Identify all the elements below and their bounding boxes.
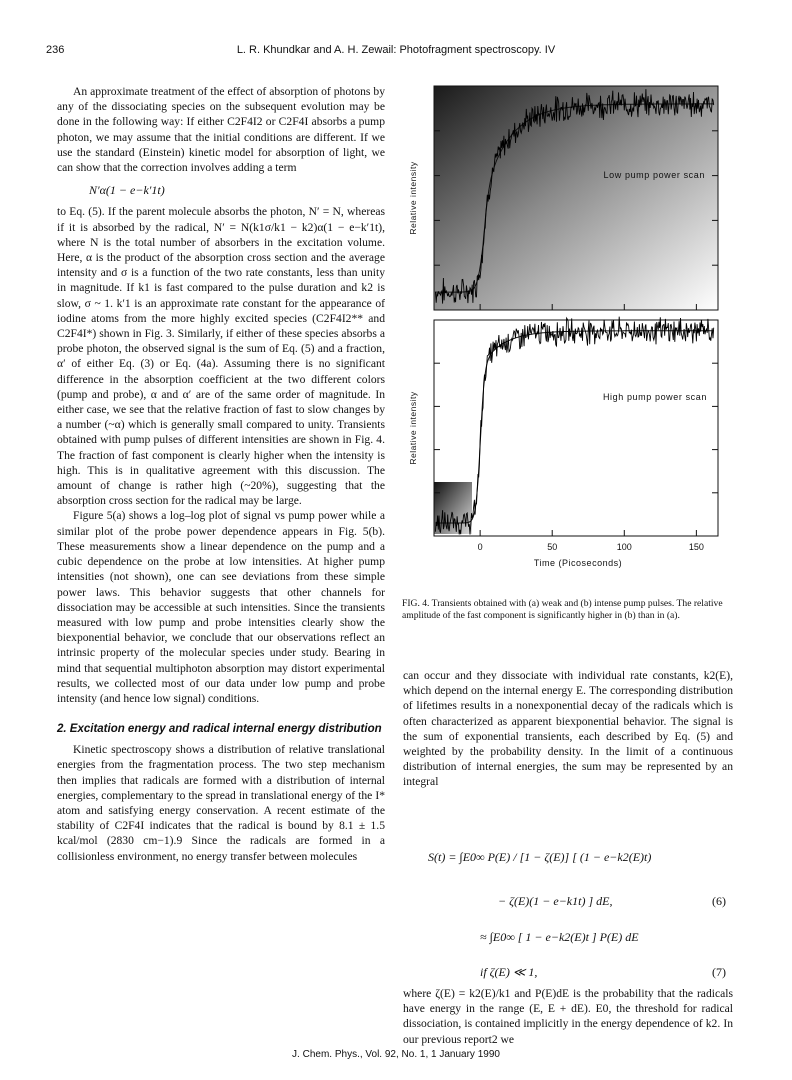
page-number: 236 xyxy=(46,44,65,56)
right-paragraph-1: can occur and they dissociate with individual rate constants, k2(E), which depend on the internal energy E. The corresponding distribution of lifetimes results in a nonexponential decay of the radicals which is often characterized as apparent biexponential behavior. The signal is the sum of exponential transients, each described by Eq. (5) and weighted by the probability density. In the limit of a continuous distribution of internal energies, the sum may be represented by an integral xyxy=(403,669,733,789)
figure-4 xyxy=(398,80,738,580)
left-column xyxy=(57,84,385,864)
panel-a-background xyxy=(434,86,718,310)
running-title: L. R. Khundkar and A. H. Zewail: Photofragment spectroscopy. IV xyxy=(236,44,556,56)
right-column-top xyxy=(403,668,733,790)
panel-b-ticks xyxy=(434,363,718,536)
left-paragraph-4: Kinetic spectroscopy shows a distribution of relative translational energies from the fragmentation process. The two step mechanism then implies that radicals are formed with a distribution of internal energies, complementary to the spread in translational energy of the I* atom and satisfying energy conservation. A recent estimate of the stability of C2F4I indicates that the radical is bound by 8.1 ± 1.5 kcal/mol (2830 cm−1).9 Since the radicals are formed in a collisionless environment, no energy transfer between molecules xyxy=(57,743,385,863)
equation-6-number: (6) xyxy=(712,894,726,908)
panel-a xyxy=(434,86,718,310)
x-axis-label: Time (Picoseconds) xyxy=(533,558,623,568)
left-paragraph-1: An approximate treatment of the effect of absorption of photons by any of the dissociating species on the subsequent evolution may be done in the following way: If either C2F4I2 or C2F4I absorbs a pump photon, we may assume that the initial conditions are different. If we use the standard (Einstein) kinetic model for absorption of light, we can show that the correction involves adding a term xyxy=(57,85,385,175)
section-heading: 2. Excitation energy and radical internal energy distribution xyxy=(57,723,382,736)
equation-7-number: (7) xyxy=(712,965,726,979)
x-tick-label-2: 100 xyxy=(616,542,632,552)
y-axis-label-b: Relative intensity xyxy=(408,391,418,465)
left-paragraph-2: to Eq. (5). If the parent molecule absorbs the photon, N′ = N, whereas if it is absorbed by the radical, N′ = N(k1σ/k1 − k2)α(1 − e−k′1t), where N is the total number of absorbers in the excitation volume. Here, α is the product of the absorption cross section and the average intensity and σ is a function of the two rate constants, less than unity in magnitude. If k1 is fast compared to the pulse duration and k2 is slow, σ ~ 1. k′1 is an approximate rate constant for the appearance of iodine atoms from the more highly excited species (C2F4I2** and C2F4I*) shown in Fig. 3. Similarly, if either of these species absorbs a probe photon, the observed signal is the sum of Eq. (5) and a fraction, α′ of either Eq. (3) or Eq. (4a). Assuming there is no significant difference in the absorption coefficient at the two different colors (pump and probe), α and α′ are of the same order of magnitude. In either case, we see that the relative fraction of fast to slow changes by a number (~α) which is generally small compared to unity. Transients obtained with pump pulses of different intensities are shown in Fig. 4. The fraction of fast component is clearly higher when the intensity is high. This is in qualitative agreement with this discussion. The amount of change is rather high (~20%), suggesting that the absorption cross section for the radical may be large. xyxy=(57,205,385,508)
equation-6-line-2: − ζ(E)(1 − e−k1t) ] dE, xyxy=(498,894,613,908)
x-tick-label-1: 50 xyxy=(547,542,558,552)
left-paragraph-3: Figure 5(a) shows a log–log plot of signal vs pump power while a similar plot of the probe power dependence appears in Fig. 5(b). These measurements show a linear dependence on the pump and a cubic dependence on the probe at low intensities. At higher pump intensities (not shown), one can see deviations from these simple power laws. This behavior suggests that other channels for dissociation may be accessible at such intensities. Since the transients measured with low pump and probe intensities clearly show the biexponential behavior, we conclude that our observations reflect an intrinsic property of the molecular species under study. Bearing in mind that sequential multiphoton absorption may distort experimental results, we collected most of our data under low pump and probe intensity (and hence low signal) conditions. xyxy=(57,509,385,705)
y-axis-label-a: Relative intensity xyxy=(408,161,418,235)
x-tick-label-0: 0 xyxy=(477,542,483,552)
panel-b-data-trace xyxy=(435,317,713,535)
panel-b xyxy=(434,317,718,536)
right-column-bottom xyxy=(403,986,733,1047)
equation-6-line-1: S(t) = ∫E0∞ P(E) / [1 − ζ(E)] [ (1 − e−k2(E)t) xyxy=(428,850,652,864)
right-paragraph-2: where ζ(E) = k2(E)/k1 and P(E)dE is the probability that the radicals have energy in the range (E, E + dE). E0, the threshold for radical dissociation, is contained implicitly in the energy dependence of k2. In our previous report2 we xyxy=(403,987,733,1046)
panel-b-label: High pump power scan xyxy=(602,392,707,402)
journal-citation: J. Chem. Phys., Vol. 92, No. 1, 1 January 1990 xyxy=(292,1049,500,1060)
panel-a-label: Low pump power scan xyxy=(603,170,705,180)
absorption-term: N′α(1 − e−k′1t) xyxy=(89,183,165,198)
equation-7-line-2: if ζ(E) ≪ 1, xyxy=(480,965,538,979)
x-tick-label-3: 150 xyxy=(688,542,704,552)
figure-caption: FIG. 4. Transients obtained with (a) weak and (b) intense pump pulses. The relative amplitude of the fast component is significantly higher in (b) than in (a). xyxy=(402,598,723,622)
equation-7-line-1: ≈ ∫E0∞ [ 1 − e−k2(E)t ] P(E) dE xyxy=(480,930,639,944)
x-tick-labels xyxy=(478,542,704,552)
